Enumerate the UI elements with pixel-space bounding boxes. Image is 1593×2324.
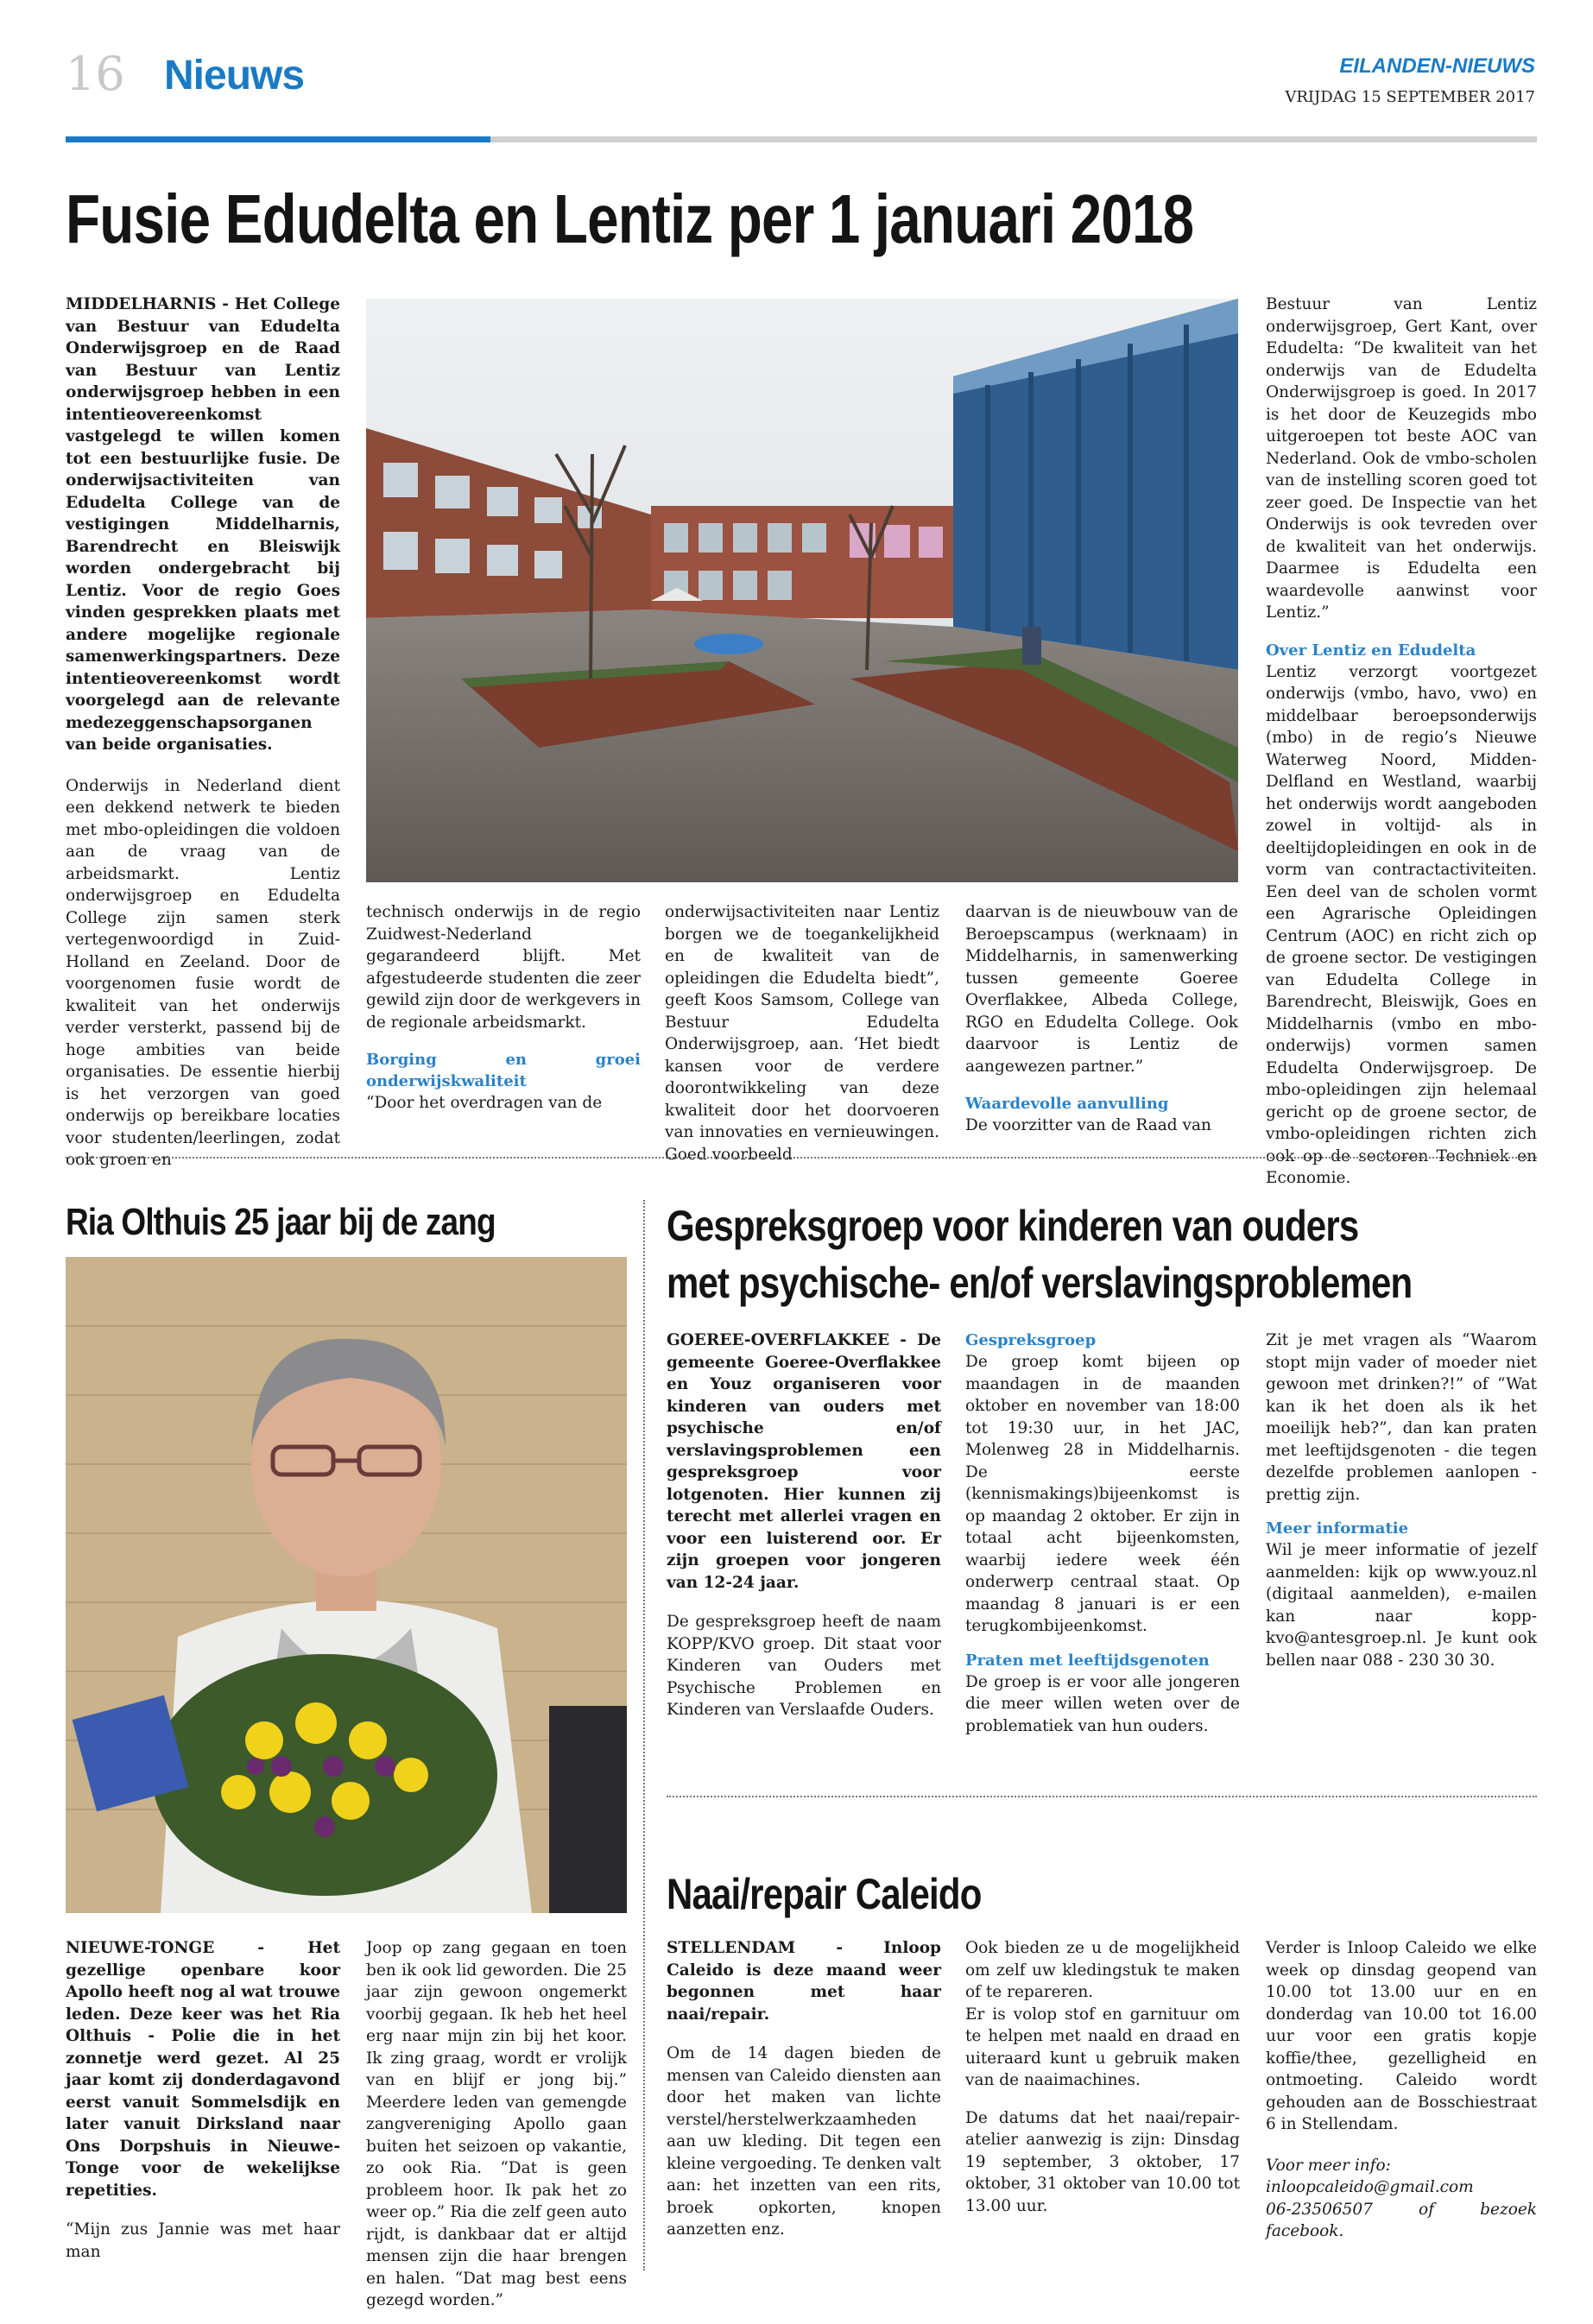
article-4-lead: STELLENDAM - Inloop Caleido is deze maand weer begonnen met haar naai/repair. bbox=[667, 1939, 941, 2024]
article-1-col-3-body: onderwijsactiviteiten naar Lentiz borgen we de toegankelijkheid en de kwaliteit van de opleidingen die Edudelta biedt”, geeft Koos Samsom, College van Bestuur Edudelta Onderwijsgroep, aan. ‘Het biedt kansen voor de verdere doorontwikkeling van deze kwaliteit door het doorvoeren van innovaties en vernieuwingen. Goed voorbeeld bbox=[665, 903, 939, 1164]
article-3-col-2-body: De groep komt bijeen op maandagen in de maanden oktober en november van 18:00 tot 19:30 uur, in het JAC, Molenweg 28 in Middelharnis. De eerste (kennismakings)bijeenkomst is op maandag 2 oktober. Er zijn in totaal acht bijeenkomsten, waarbij iedere week één onderwerp centraal staat. Op maandag 8 januari is er een terugkombijeenkomst. bbox=[965, 1353, 1240, 1635]
article-1-title: Fusie Edudelta en Lentiz per 1 januari 2018 bbox=[66, 180, 1194, 257]
article-2-lead: NIEUWE-TONGE - Het gezellige openbare koor Apollo heeft nog al wat trouwe leden. Deze keer was het Ria Olthuis - Polie die in het zonnetje werd gezet. Al 25 jaar komt zij donderdagavond eerst vanuit Sommelsdijk en later vanuit Dirksland naar Ons Dorpshuis in Nieuwe-Tonge voor de wekelijkse repetities. bbox=[66, 1939, 340, 2200]
article-4-col-2-body-b: Er is volop stof en garnituur om te helpen met naald en draad en uiteraard kunt u gebruik maken van de naaimachines. bbox=[965, 2005, 1240, 2089]
article-3-bottom-rule bbox=[667, 1796, 1537, 1797]
article-1-subhead-waardevolle: Waardevolle aanvulling bbox=[965, 1095, 1169, 1113]
article-1-col-2 bbox=[366, 901, 641, 1127]
ria-olthuis-illustration bbox=[66, 1257, 627, 1913]
article-1-col-5 bbox=[1266, 294, 1537, 1202]
article-4-contact-email[interactable]: inloopcaleido@gmail.com bbox=[1266, 2178, 1474, 2196]
article-1-col-2-body-2: “Door het overdragen van de bbox=[366, 1094, 603, 1112]
article-4-col-2 bbox=[965, 1937, 1240, 2229]
article-4-col-2-body: Ook bieden ze u de mogelijkheid om zelf uw kledingstuk te maken of te repareren. bbox=[965, 1939, 1240, 2001]
article-1-col-5-body-2: Lentiz verzorgt voortgezet onderwijs (vmbo, havo, vwo) en middelbaar beroepsonderwijs (mbo) in de regio’s Nieuwe Waterweg Noord, Midden-Delfland en Westland, waarbij het onderwijs wordt aangeboden zowel in voltijd- als in deeltijdopleidingen en ook in de vorm van contractactiviteiten. Een deel van de scholen vormt een Agrarische Opleidingen Centrum (AOC) en richt zich op de groene sector. De vestigingen van Edudelta College in Barendrecht, Bleiswijk, Goes en Middelharnis (vmbo en mbo-onderwijs) vormen samen Edudelta Onderwijsgroep. De mbo-opleidingen zijn helemaal gericht op de groene sector, de vmbo-opleidingen richten zich ook op de sectoren Techniek en Economie. bbox=[1266, 662, 1537, 1187]
issue-date: VRIJDAG 15 SEPTEMBER 2017 bbox=[1285, 88, 1535, 106]
column-divider bbox=[643, 1200, 645, 2270]
article-4-contact-label: Voor meer info: bbox=[1266, 2156, 1391, 2175]
article-3-col-3 bbox=[1266, 1329, 1537, 1683]
article-3-col-2 bbox=[965, 1329, 1240, 1749]
article-1-lead: MIDDELHARNIS - Het College van Bestuur van Edudelta Onderwijsgroep en de Raad van Bestuur van Lentiz onderwijsgroep hebben in een intentieovereenkomst vastgelegd te willen komen tot een bestuurlijke fusie. De onderwijsactiviteiten van Edudelta College van de vestigingen Middelharnis, Barendrecht en Bleiswijk worden ondergebracht bij Lentiz. Voor de regio Goes vinden gesprekken plaats met andere mogelijke regionale samenwerkingspartners. Deze intentieovereenkomst wordt voorgelegd aan de relevante medezeggenschapsorganen van beide organisaties. bbox=[66, 295, 340, 754]
article-3-title-line-2: met psychische- en/of verslavingsproblemen bbox=[667, 1259, 1413, 1307]
article-3-col-3-body-2: Wil je meer informatie of jezelf aanmelden: kijk op www.youz.nl (digitaal aanmelden), e-mailen kan naar kopp-kvo@antesgroep.nl. Je kunt ook bellen naar 088 - 230 30 30. bbox=[1266, 1541, 1537, 1670]
article-3-col-1 bbox=[667, 1329, 941, 1734]
article-4-contact bbox=[1266, 2155, 1537, 2243]
article-1-col-2-body: technisch onderwijs in de regio Zuidwest-Nederland gegarandeerd blijft. Met afgestudeerde studenten die zeer gewild zijn door de werkgevers in de regionale arbeidsmarkt. bbox=[366, 903, 641, 1032]
header-rule-accent bbox=[66, 136, 490, 142]
article-1-bottom-rule bbox=[66, 1157, 1537, 1159]
ria-olthuis-photo bbox=[66, 1257, 627, 1913]
article-4-title: Naai/repair Caleido bbox=[667, 1870, 982, 1918]
article-1-subhead-over-lentiz: Over Lentiz en Edudelta bbox=[1266, 641, 1476, 660]
article-4-col-1 bbox=[667, 1937, 941, 2253]
article-3-col-1-body: De gespreksgroep heeft de naam KOPP/KVO groep. Dit staat voor Kinderen van Ouders met Psychische Problemen en Kinderen van Verslaafde Ouders. bbox=[667, 1613, 941, 1719]
article-1-col-4-body: daarvan is de nieuwbouw van de Beroepscampus (werknaam) in Middelharnis, in samenwerking tussen gemeente Goeree Overflakkee, Albeda College, RGO en Edudelta College. Ook daarvoor is Lentiz de aangewezen partner.” bbox=[965, 903, 1238, 1076]
article-1-col-4-body-2: De voorzitter van de Raad van bbox=[965, 1116, 1211, 1134]
article-1-col-1 bbox=[66, 294, 340, 1184]
article-4-col-3-body: Verder is Inloop Caleido we elke week op dinsdag geopend van 10.00 tot 13.00 uur en en donderdag van 10.00 tot 16.00 uur voor een gratis kopje koffie/thee, gezelligheid en ontmoeting. Caleido wordt gehouden aan de Bosschiestraat 6 in Stellendam. bbox=[1266, 1939, 1537, 2133]
article-2-title: Ria Olthuis 25 jaar bij de zang bbox=[66, 1201, 496, 1243]
article-2-col-2 bbox=[366, 1937, 627, 2324]
article-4-contact-phone: 06-23506507 of bezoek facebook. bbox=[1266, 2200, 1537, 2240]
article-1-col-1-body: Onderwijs in Nederland dient een dekkend netwerk te bieden met mbo-opleidingen die voldoen aan de vraag van de arbeidsmarkt. Lentiz onderwijsgroep en Edudelta College zijn samen sterk vertegenwoordigd in Zuid-Holland en Zeeland. Door de voorgenomen fusie wordt de kwaliteit van het onderwijs verder versterkt, passend bij de hoge ambities van beide organisaties. De essentie hierbij is het verzorgen van goed onderwijs op bereikbare locaties voor studenten/leerlingen, zodat ook groen en bbox=[66, 776, 340, 1169]
article-2-col-1 bbox=[66, 1937, 340, 2275]
article-3-col-3-body: Zit je met vragen als “Waarom stopt mijn vader of moeder niet gewoon met drinken?!” of “Wat kan ik het doen als ik het moeilijk heb?”, dan kan praten met leeftijdsgenoten - die tegen dezelfde problemen aanlopen - prettig zijn. bbox=[1266, 1331, 1537, 1504]
school-courtyard-illustration bbox=[366, 299, 1238, 882]
article-1-col-3 bbox=[665, 901, 939, 1178]
article-2-col-2-body: Joop op zang gegaan en toen ben ik ook lid geworden. Die 25 jaar zijn gewoon ongemerkt voorbij gegaan. Ik heb het heel erg naar mijn zin bij het koor. Ik zing graag, wordt er vrolijk van en blijf er jong bij.” Meerdere leden van gemengde zangvereniging Apollo gaan buiten het seizoen op vakantie, zo ook Ria. “Dat is geen probleem hoor. Ik pak het zo weer op.” Ria die zelf geen auto rijdt, is dankbaar dat er altijd mensen zijn die haar brengen en halen. “Dat mag best eens gezegd worden.” bbox=[366, 1939, 627, 2309]
article-2-col-1-body: “Mijn zus Jannie was met haar man bbox=[66, 2220, 340, 2261]
article-4-col-3 bbox=[1266, 1937, 1537, 2243]
article-1-col-4 bbox=[965, 901, 1238, 1149]
article-3-col-2-body-2: De groep is er voor alle jongeren die meer willen weten over de problematiek van hun ouders. bbox=[965, 1672, 1240, 1735]
article-3-lead: GOEREE-OVERFLAKKEE - De gemeente Goeree-Overflakkee en Youz organiseren voor kinderen van ouders met psychische en/of verslavingsproblemen een gespreksgroep voor lotgenoten. Hier kunnen zij terecht met allerlei vragen en voor een luisterend oor. Er zijn groepen voor jongeren van 12-24 jaar. bbox=[667, 1331, 941, 1592]
page-number: 16 bbox=[66, 47, 125, 101]
section-title: Nieuws bbox=[164, 53, 305, 98]
article-1-col-5-body: Bestuur van Lentiz onderwijsgroep, Gert Kant, over Edudelta: “De kwaliteit van het onderwijs van de Edudelta Onderwijsgroep is goed. In 2017 is het door de Keuzegids mbo uitgeroepen tot beste AOC van Nederland. Ook de vmbo-scholen van de instelling scoren goed tot zeer goed. De Inspectie van het Onderwijs is ook tevreden over de kwaliteit van het onderwijs. Daarmee is Edudelta een waardevolle aanwinst voor Lentiz.” bbox=[1266, 295, 1537, 622]
brand-logo: EILANDEN-NIEUWS bbox=[1339, 54, 1535, 78]
article-3-subhead-meer-informatie: Meer informatie bbox=[1266, 1519, 1409, 1538]
article-1-subhead-borging: Borging en groei onderwijskwaliteit bbox=[366, 1051, 641, 1090]
article-4-col-1-body: Om de 14 dagen bieden de mensen van Caleido diensten aan door het maken van lichte verstel/herstelwerkzaamheden aan uw kleding. Dit tegen een kleine vergoeding. Te denken valt aan: het inzetten van een rits, broek opkorten, knopen aanzetten enz. bbox=[667, 2044, 941, 2239]
article-4-col-2-body-2: De datums dat het naai/repair-atelier aanwezig is zijn: Dinsdag 19 september, 3 oktober, 17 oktober, 31 oktober van 10.00 tot 13.00 uur. bbox=[965, 2108, 1240, 2215]
article-3-subhead-gespreksgroep: Gespreksgroep bbox=[965, 1331, 1097, 1349]
school-courtyard-photo bbox=[366, 299, 1238, 882]
article-3-subhead-praten: Praten met leeftijdsgenoten bbox=[965, 1651, 1210, 1670]
article-3-title-line-1: Gespreksgroep voor kinderen van ouders bbox=[667, 1202, 1359, 1250]
header-rule-gray bbox=[490, 136, 1537, 142]
